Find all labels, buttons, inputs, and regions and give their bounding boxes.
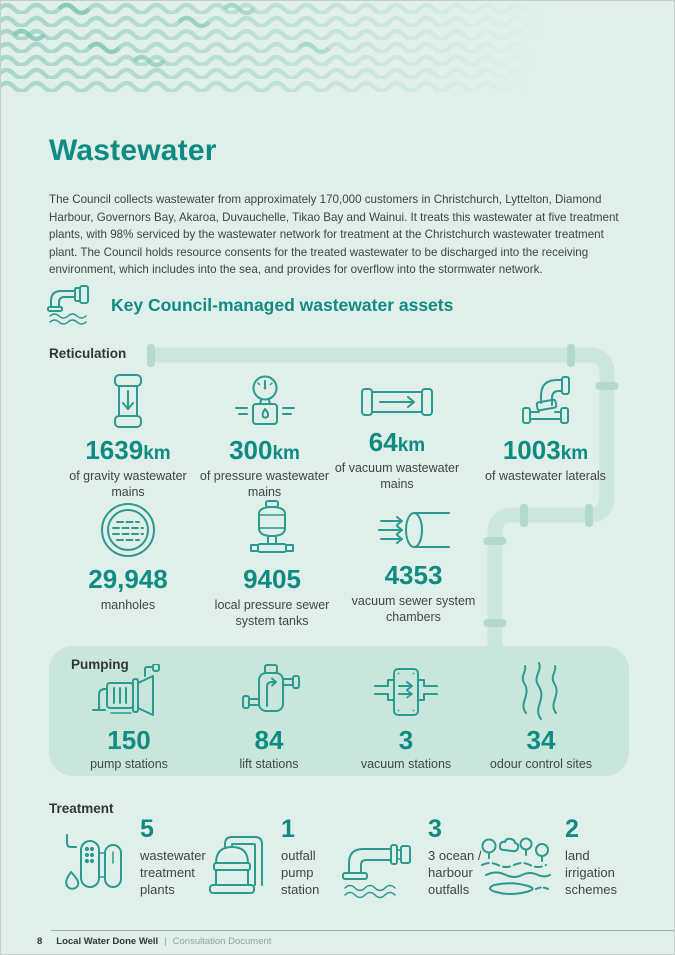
pumping-section-panel — [49, 646, 629, 776]
stat-value: 1639 — [85, 435, 144, 465]
outfall-pump-icon — [204, 833, 270, 899]
stat-value: 150 — [107, 725, 151, 755]
stat-outfall-pump-station — [204, 817, 337, 899]
stat-value: 4353 — [384, 560, 443, 590]
pressure-gauge-icon — [233, 374, 297, 430]
reticulation-section-label: Reticulation — [49, 346, 127, 361]
stat-label: of wastewater laterals — [485, 469, 606, 483]
vacuum-chamber-icon — [377, 505, 451, 555]
stat-value: 29,948 — [88, 564, 168, 594]
stat-laterals — [463, 370, 628, 500]
stat-unit: km — [397, 435, 426, 456]
footer-divider — [51, 930, 675, 931]
stat-label: wastewater treatment plants — [140, 848, 206, 897]
stat-label: lift stations — [239, 757, 299, 771]
stat-value: 2 — [565, 815, 579, 843]
stat-value: 1003 — [502, 435, 561, 465]
intro-paragraph: The Council collects wastewater from approximately 170,000 customers in Christchurch, Lyttelton, Diamond Harbour, Governors Bay, Akaroa, Duvauchelle, Tikao Bay and Wainui. It treats this wastewater at five treatment plants, with 98% serviced by the wastewater network for treatment at the Christchurch wastewater treatment plant. The Council holds resource consents for the treated wastewater to be discharged into the receiving environment, which includes into the sea, and provides for overflow into the stormwater network. — [49, 193, 619, 277]
odour-icon — [516, 662, 566, 720]
stat-vacuum-stations — [344, 666, 468, 772]
stat-pump-stations — [69, 666, 189, 772]
footer-doc-subtitle: Consultation Document — [172, 936, 272, 947]
footer — [37, 936, 271, 947]
stat-unit: km — [560, 443, 589, 464]
stat-pressure-tanks — [198, 499, 346, 629]
stat-value: 300 — [229, 435, 273, 465]
stat-lift-stations — [207, 666, 331, 772]
stat-ocean-outfalls — [341, 817, 498, 899]
stat-value: 9405 — [243, 564, 301, 594]
stat-label: pump stations — [90, 757, 168, 771]
stat-label: manholes — [100, 598, 156, 612]
assets-heading-row — [47, 285, 453, 325]
page-title: Wastewater — [49, 134, 217, 167]
stat-label: of pressure wastewater mains — [199, 469, 330, 499]
manhole-icon — [99, 501, 157, 559]
vacuum-station-icon — [373, 666, 439, 720]
treatment-section-label: Treatment — [49, 801, 114, 816]
stat-value: 3 — [398, 725, 414, 755]
stat-vacuum-chambers — [346, 499, 481, 629]
stat-label: odour control sites — [489, 757, 593, 771]
stat-pressure-mains — [198, 370, 331, 500]
stat-land-irrigation — [478, 817, 633, 899]
lateral-pipe-icon — [515, 372, 577, 430]
land-irrigation-icon — [478, 835, 554, 899]
pumping-section-label: Pumping — [71, 657, 129, 672]
stat-value: 1 — [281, 815, 295, 843]
pump-icon — [91, 664, 167, 720]
stat-unit: km — [272, 443, 300, 464]
reticulation-row-2 — [58, 499, 481, 629]
ocean-outfall-icon — [341, 833, 417, 899]
stat-manholes — [58, 499, 198, 629]
footer-doc-title: Local Water Done Well — [56, 936, 159, 947]
footer-separator: | — [164, 936, 167, 947]
vacuum-pipe-icon — [360, 382, 434, 422]
gravity-main-icon — [100, 372, 156, 430]
page-number: 8 — [37, 936, 43, 947]
stat-label: local pressure sewer system tanks — [214, 598, 330, 628]
stat-value: 84 — [254, 725, 284, 755]
pressure-tank-icon — [245, 499, 299, 559]
stat-unit: km — [143, 443, 171, 464]
tap-water-icon — [47, 285, 95, 325]
stat-value: 64 — [368, 427, 398, 457]
stat-label: 3 ocean / harbour outfalls — [428, 848, 482, 897]
wave-pattern-decoration — [1, 1, 675, 101]
stat-label: vacuum sewer system chambers — [351, 594, 476, 624]
stat-gravity-mains — [58, 370, 198, 500]
treatment-plant-icon — [59, 829, 129, 899]
stat-label: of vacuum wastewater mains — [334, 461, 460, 491]
stat-value: 3 — [428, 815, 442, 843]
stat-value: 5 — [140, 815, 154, 843]
stat-label: land irrigation schemes — [565, 848, 618, 897]
stat-vacuum-mains — [331, 370, 463, 500]
stat-label: vacuum stations — [360, 757, 452, 771]
treatment-row — [1, 817, 675, 917]
stat-label: outfall pump station — [281, 848, 320, 897]
reticulation-row-1 — [58, 370, 628, 500]
assets-heading: Key Council-managed wastewater assets — [111, 294, 454, 315]
stat-label: of gravity wastewater mains — [69, 469, 187, 499]
stat-value: 34 — [526, 725, 556, 755]
stat-odour-control — [459, 666, 623, 772]
lift-station-icon — [236, 662, 302, 720]
